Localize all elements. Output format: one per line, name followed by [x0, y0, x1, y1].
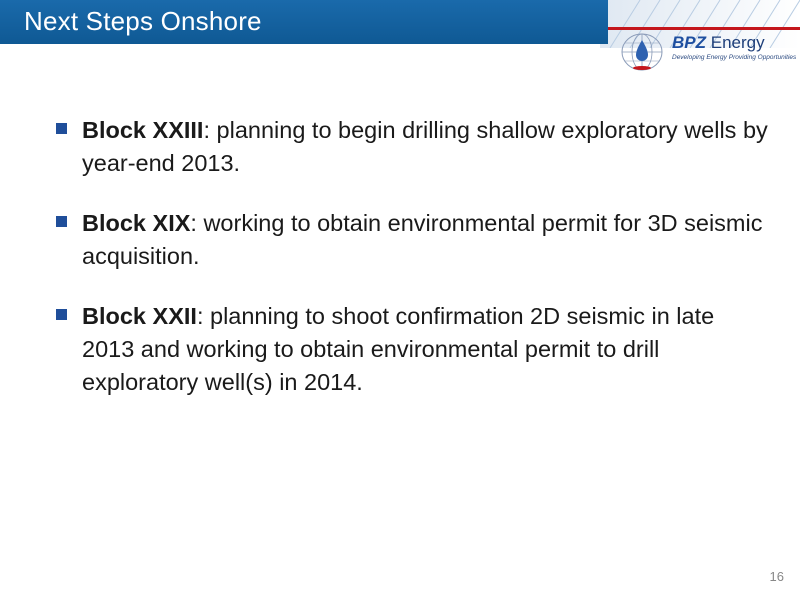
bullet-text	[82, 207, 772, 273]
bullet-body: : working to obtain environmental permit for 3D seismic acquisition.	[82, 210, 763, 269]
logo-name	[672, 34, 796, 52]
bullet-heading: Block XIX	[82, 210, 191, 236]
logo-word: Energy	[710, 33, 765, 52]
bullet-text	[82, 300, 772, 399]
title-bar	[0, 0, 608, 44]
square-bullet-icon	[56, 123, 67, 134]
slide-title: Next Steps Onshore	[24, 6, 262, 36]
bullet-item	[52, 207, 772, 273]
logo-brand: BPZ	[672, 33, 706, 52]
red-accent-line	[608, 27, 800, 30]
bullet-list	[52, 114, 772, 426]
page-number: 16	[769, 569, 784, 584]
square-bullet-icon	[56, 216, 67, 227]
bullet-body: : planning to shoot confirmation 2D seismic in late 2013 and working to obtain environmental permit to drill exploratory well(s) in 2014.	[82, 303, 715, 395]
bullet-body: : planning to begin drilling shallow exploratory wells by year-end 2013.	[82, 117, 768, 176]
bullet-heading: Block XXIII	[82, 117, 204, 143]
bullet-item	[52, 300, 772, 399]
square-bullet-icon	[56, 309, 67, 320]
bullet-heading: Block XXII	[82, 303, 197, 329]
logo-tagline: Developing Energy Providing Opportunities	[672, 54, 797, 61]
globe-icon	[620, 32, 664, 72]
bullet-text	[82, 114, 772, 180]
bullet-item	[52, 114, 772, 180]
company-logo	[620, 32, 797, 72]
